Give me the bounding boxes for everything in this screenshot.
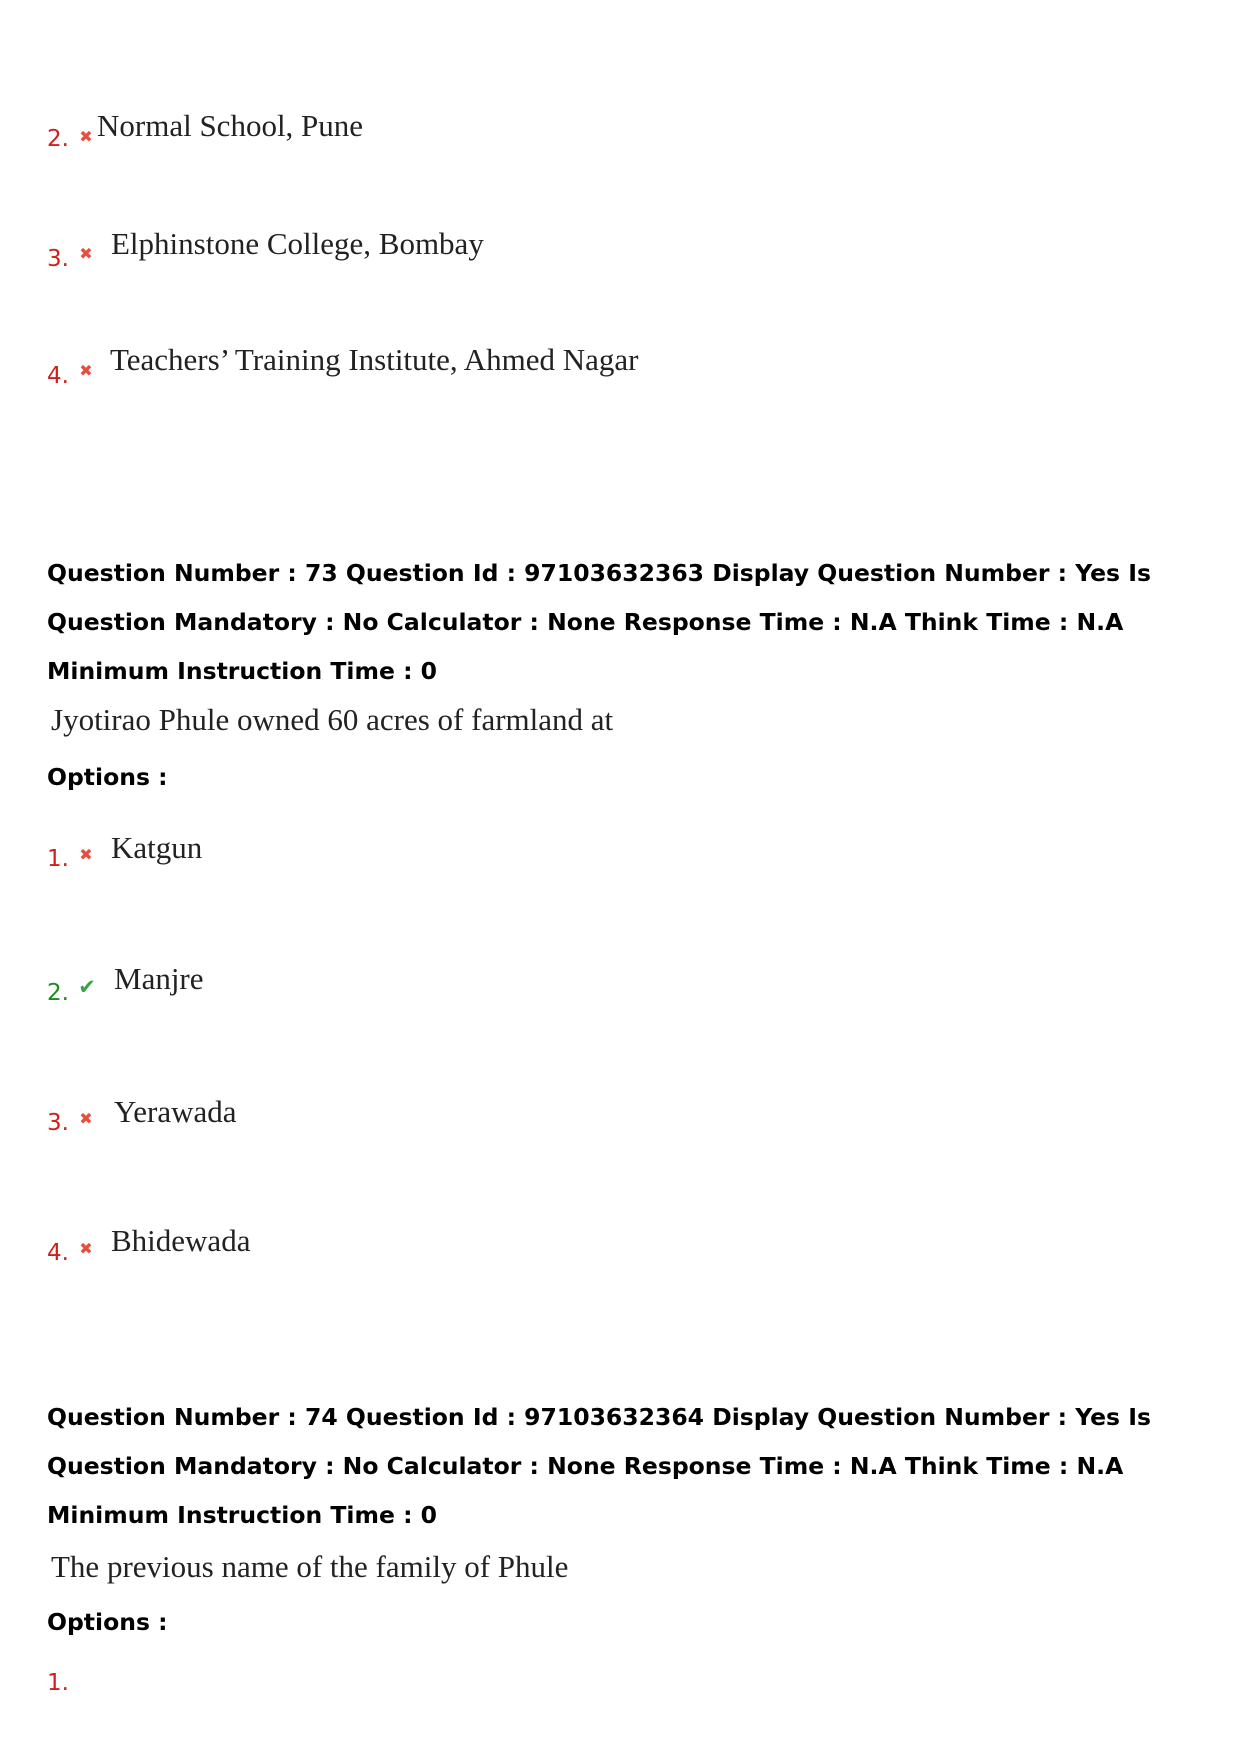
cross-icon: ✖ <box>79 127 93 146</box>
option-number: 2. <box>47 126 69 152</box>
question-73-options-label: Options : <box>47 763 168 791</box>
question-74-header: Question Number : 74 Question Id : 97103632364 Display Question Number : Yes Is Question Mandatory : No Calculator : None Response Time : N.A Think Time : N.A Minimum Instruction Time : 0 <box>47 1403 1151 1529</box>
option-text: Yerawada <box>114 1094 237 1129</box>
option-number: 4. <box>47 363 69 389</box>
option-text: Normal School, Pune <box>97 108 364 143</box>
cross-icon: ✖ <box>79 361 93 380</box>
option-number: 3. <box>47 1110 69 1136</box>
option-number: 1. <box>47 846 69 872</box>
cross-icon: ✖ <box>79 845 93 864</box>
question-74-options-label: Options : <box>47 1608 168 1636</box>
cross-icon: ✖ <box>79 1239 93 1258</box>
option-text: Teachers’ Training Institute, Ahmed Nagar <box>110 342 639 377</box>
option-number: 1. <box>47 1670 69 1696</box>
cross-icon: ✖ <box>79 1109 93 1128</box>
check-icon: ✔ <box>78 975 96 999</box>
question-73-header: Question Number : 73 Question Id : 97103632363 Display Question Number : Yes Is Question Mandatory : No Calculator : None Response Time : N.A Think Time : N.A Minimum Instruction Time : 0 <box>47 559 1151 685</box>
cross-icon: ✖ <box>79 244 93 263</box>
option-text: Elphinstone College, Bombay <box>111 226 484 261</box>
question-74-text: The previous name of the family of Phule <box>51 1549 569 1584</box>
option-number: 2. <box>47 980 69 1006</box>
option-number: 3. <box>47 246 69 272</box>
option-text: Manjre <box>114 961 204 996</box>
option-text: Katgun <box>111 830 203 865</box>
option-text: Bhidewada <box>111 1223 251 1258</box>
option-number: 4. <box>47 1240 69 1266</box>
question-73-text: Jyotirao Phule owned 60 acres of farmland at <box>51 702 614 737</box>
